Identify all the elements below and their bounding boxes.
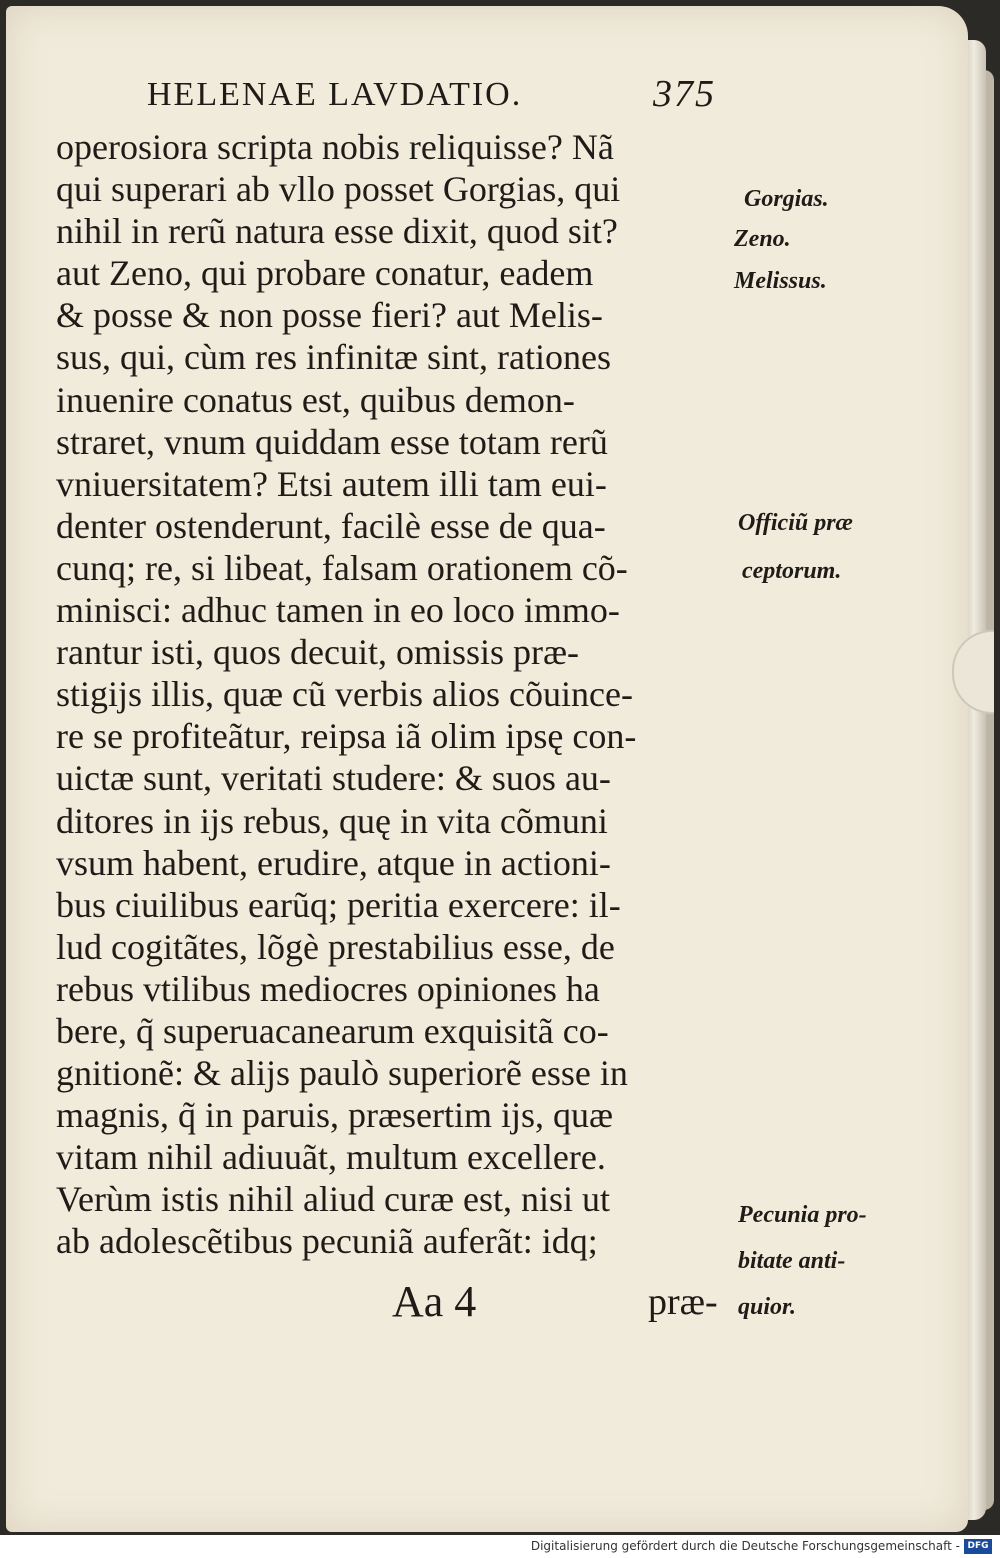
marginal-note-officia-1: Officiũ præ <box>738 510 853 536</box>
footer-bar <box>0 1535 1000 1558</box>
text-line: gnitionẽ: & alijs paulò superiorẽ esse in <box>56 1053 628 1094</box>
text-line: re se profiteãtur, reipsa iã olim ipsę con- <box>56 716 637 757</box>
text-line: aut Zeno, qui probare conatur, eadem <box>56 253 594 294</box>
signature-mark: Aa 4 <box>392 1277 477 1326</box>
text-line: vniuersitatem? Etsi autem illi tam eui- <box>56 463 607 504</box>
page-edge <box>966 40 986 1520</box>
catchword: præ- <box>648 1281 718 1323</box>
text-line: operosiora scripta nobis reliquisse? Nã <box>56 127 614 167</box>
dfg-logo-icon: DFG <box>964 1539 992 1554</box>
text-line: sus, qui, cùm res infinitæ sint, rationes <box>56 337 611 378</box>
text-line: bere, q̃ superuacanearum exquisitã co- <box>56 1010 609 1051</box>
text-line: vitam nihil adiuuãt, multum excellere. <box>56 1137 606 1178</box>
running-header <box>147 73 747 122</box>
marginal-note-melissus: Melissus. <box>734 268 827 294</box>
text-line: cunq; re, si libeat, falsam orationem cõ- <box>56 547 628 588</box>
text-line: ab adolescẽtibus pecuniã auferãt: idq; <box>56 1221 598 1262</box>
page-number: 375 <box>653 73 716 115</box>
text-line: minisci: adhuc tamen in eo loco immo- <box>56 590 620 631</box>
text-line: denter ostenderunt, facilè esse de qua- <box>56 505 606 546</box>
text-line: lud cogitãtes, lõgè prestabilius esse, de <box>56 926 615 967</box>
marginal-note-gorgias: Gorgias. <box>744 186 829 212</box>
running-title: HELENAE LAVDATIO. <box>147 76 523 113</box>
text-line: Verùm istis nihil aliud curæ est, nisi ut <box>56 1179 610 1220</box>
text-line: nihil in rerũ natura esse dixit, quod sit? <box>56 211 618 252</box>
body-text <box>56 126 746 1263</box>
text-line: bus ciuilibus earũq; peritia exercere: il- <box>56 884 621 925</box>
text-line: uictæ sunt, veritati studere: & suos au- <box>56 758 611 799</box>
text-line: vsum habent, erudire, atque in actioni- <box>56 842 611 883</box>
funding-credit: Digitalisierung gefördert durch die Deutsche Forschungsgemeinschaft - <box>530 1539 960 1553</box>
text-line: magnis, q̃ in paruis, præsertim ijs, quæ <box>56 1095 613 1136</box>
text-line: rantur isti, quos decuit, omissis præ- <box>56 632 579 673</box>
marginal-note-zeno: Zeno. <box>734 226 791 252</box>
text-line: ditores in ijs rebus, quę in vita cõmuni <box>56 800 608 841</box>
text-line: rebus vtilibus mediocres opiniones ha <box>56 968 600 1009</box>
text-line: stigijs illis, quæ cũ verbis alios cõuince- <box>56 674 633 715</box>
marginal-note-pecunia-1: Pecunia pro- <box>738 1202 867 1228</box>
signature-line <box>392 1276 752 1336</box>
text-line: straret, vnum quiddam esse totam rerũ <box>56 421 608 462</box>
text-line: qui superari ab vllo posset Gorgias, qui <box>56 169 621 210</box>
marginal-note-officia-2: ceptorum. <box>742 558 842 584</box>
text-line: & posse & non posse fieri? aut Melis- <box>56 295 603 336</box>
text-line: inuenire conatus est, quibus demon- <box>56 379 575 420</box>
marginal-note-pecunia-2: bitate anti- <box>738 1248 846 1274</box>
marginal-note-pecunia-3: quior. <box>738 1294 797 1320</box>
